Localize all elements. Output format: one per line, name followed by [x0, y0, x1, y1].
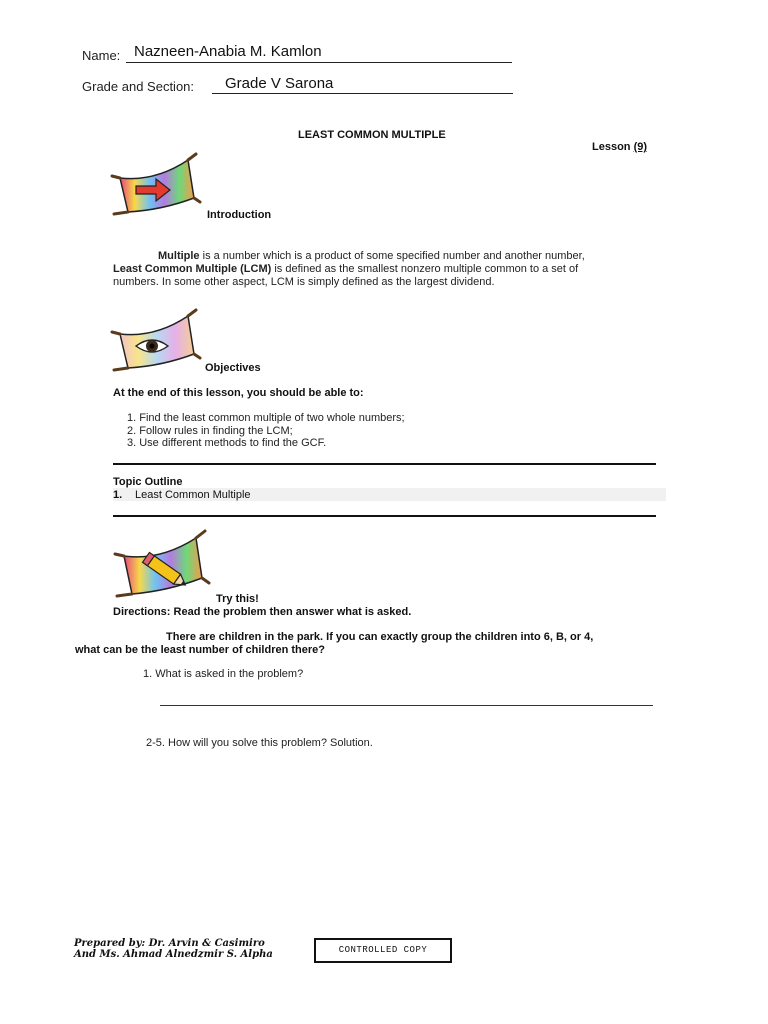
lesson-label-text: Lesson	[592, 141, 631, 153]
introduction-banner	[110, 152, 202, 220]
list-item: 3. Use different methods to find the GCF.	[127, 437, 327, 449]
introduction-heading: Introduction	[207, 209, 272, 221]
pencil-banner-icon	[112, 528, 212, 602]
name-underline	[126, 62, 512, 63]
prepared-by-signature	[74, 938, 273, 960]
multiple-definition: is a number which is a product of some specified number and another number,	[199, 250, 585, 262]
topic-outline-heading: Topic Outline	[113, 476, 183, 488]
problem-line-2: what can be the least number of children there?	[75, 644, 325, 656]
grade-section-value[interactable]: Grade V Sarona	[225, 75, 334, 92]
signature-line-1: Prepared by: Dr. Arvin & Casimiro	[74, 938, 265, 949]
question-1: 1. What is asked in the problem?	[143, 668, 304, 680]
divider	[113, 515, 656, 517]
grade-section-underline	[212, 93, 513, 94]
directions-text: Directions: Read the problem then answer what is asked.	[113, 606, 412, 618]
intro-line-1	[113, 250, 658, 263]
question-2-5: 2-5. How will you solve this problem? Solution.	[146, 737, 373, 749]
lesson-label	[592, 141, 647, 153]
name-value[interactable]: Nazneen-Anabia M. Kamlon	[134, 43, 322, 60]
objectives-list	[127, 412, 405, 450]
list-item: 2. Follow rules in finding the LCM;	[127, 424, 293, 437]
objectives-heading: Objectives	[205, 362, 261, 374]
multiple-term: Multiple	[158, 250, 200, 262]
controlled-copy-stamp: CONTROLLED COPY	[314, 938, 452, 963]
eye-banner-icon	[110, 308, 202, 376]
objectives-banner	[110, 308, 202, 376]
topic-outline-item-number: 1.	[113, 489, 123, 501]
answer-line-1[interactable]	[160, 705, 653, 706]
try-this-banner	[112, 528, 212, 602]
intro-line-3: numbers. In some other aspect, LCM is simply defined as the largest dividend.	[113, 276, 495, 288]
intro-line-2	[113, 263, 658, 276]
signature-line-2: And Ms. Ahmad Alnedzmir S. Alpha	[74, 949, 273, 960]
grade-section-label: Grade and Section:	[82, 79, 195, 94]
lcm-term: Least Common Multiple (LCM)	[113, 263, 272, 275]
page-title: LEAST COMMON MULTIPLE	[298, 129, 446, 141]
objectives-lead: At the end of this lesson, you should be able to:	[113, 387, 364, 399]
list-item: 1. Find the least common multiple of two whole numbers;	[127, 412, 405, 424]
intro-paragraph	[113, 250, 658, 289]
divider	[113, 463, 656, 465]
name-label: Name:	[82, 48, 121, 63]
try-this-heading: Try this!	[216, 593, 259, 605]
arrow-banner-icon	[110, 152, 202, 220]
lcm-definition: is defined as the smallest nonzero multiple common to a set of	[271, 263, 579, 275]
topic-outline-item-label: Least Common Multiple	[135, 489, 251, 501]
lesson-number: (9)	[633, 141, 648, 153]
problem-line-1: There are children in the park. If you can exactly group the children into 6, B, or 4,	[166, 631, 594, 643]
